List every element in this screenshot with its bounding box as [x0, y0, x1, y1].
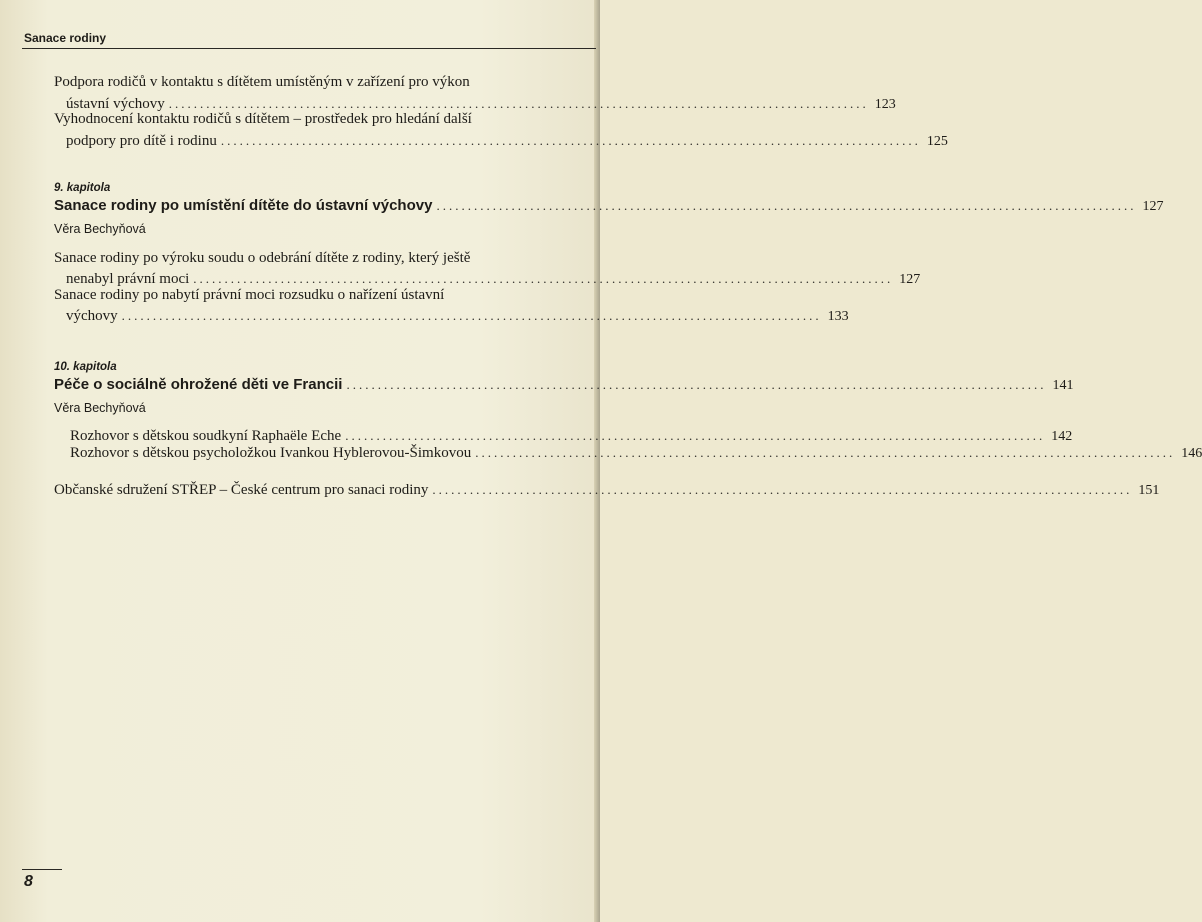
leader-dots: ................................................................................................................ — [220, 133, 921, 148]
toc-entry — [54, 72, 896, 114]
toc-entry-line1: Sanace rodiny po výroku soudu o odebrání dítěte z rodiny, který ještě — [54, 250, 471, 266]
toc-subentry-text: Rozhovor s dětskou soudkyní Raphaële Eche — [70, 428, 342, 444]
leader-dots: ................................................................................................................ — [345, 428, 1046, 443]
chapter-title: Péče o sociálně ohrožené děti ve Francii — [54, 376, 343, 393]
toc-entry-line2: výchovy — [66, 308, 118, 324]
leader-dots: ................................................................................................................ — [193, 271, 894, 286]
chapter-heading — [54, 376, 1074, 394]
chapter-title: Sanace rodiny po umístění dítěte do ústavní výchovy — [54, 197, 433, 214]
leader-dots: ................................................................................................................ — [475, 445, 1176, 460]
toc-entry-line1: Vyhodnocení kontaktu rodičů s dítětem – prostředek pro hledání další — [54, 111, 472, 127]
toc-entry-line1: Podpora rodičů v kontaktu s dítětem umístěným v zařízení pro výkon — [54, 74, 470, 90]
leader-dots: ................................................................................................................ — [121, 308, 822, 323]
chapter-author: Věra Bechyňová — [54, 222, 146, 236]
chapter-label: 10. kapitola — [54, 361, 117, 373]
footer-rule — [22, 869, 62, 870]
page-ref: 151 — [1138, 483, 1160, 498]
toc-entry-line2: nenabyl právní moci — [66, 271, 190, 287]
toc-entry-dotline — [66, 130, 948, 152]
page-ref: 133 — [827, 309, 849, 324]
toc-entry-dotline — [66, 305, 849, 327]
toc-subentry-text: Rozhovor s dětskou psycholožkou Ivankou Hyblerovou-Šimkovou — [70, 445, 472, 461]
page-number: 8 — [24, 873, 33, 890]
page-ref: 125 — [926, 134, 948, 149]
toc-entry — [54, 109, 948, 151]
toc-entry-line1: Sanace rodiny po nabytí právní moci rozsudku o nařízení ústavní — [54, 287, 445, 303]
toc-entry-text: Občanské sdružení STŘEP – České centrum pro sanaci rodiny — [54, 482, 429, 498]
chapter-heading — [54, 197, 1164, 215]
toc-entry-line2: podpory pro dítě i rodinu — [66, 133, 217, 149]
chapter-author: Věra Bechyňová — [54, 401, 146, 415]
running-header: Sanace rodiny — [24, 31, 107, 45]
page-ref: 123 — [874, 97, 896, 112]
page-ref: 146 — [1181, 446, 1202, 461]
leader-dots: ................................................................................................................ — [436, 198, 1137, 213]
leader-dots: ................................................................................................................ — [432, 482, 1133, 497]
chapter-label: 9. kapitola — [54, 182, 111, 194]
page-ref: 127 — [1142, 199, 1164, 214]
toc-entry-line2: ústavní výchovy — [66, 96, 165, 112]
leader-dots: ................................................................................................................ — [346, 377, 1047, 392]
toc-subentry — [70, 442, 1202, 464]
header-rule — [22, 48, 596, 49]
page-ref: 127 — [899, 272, 921, 287]
page-ref: 142 — [1051, 429, 1073, 444]
toc-entry — [54, 248, 921, 290]
toc-entry — [54, 479, 1160, 501]
page-ref: 141 — [1052, 378, 1074, 393]
toc-entry — [54, 285, 849, 327]
leader-dots: ................................................................................................................ — [168, 96, 869, 111]
